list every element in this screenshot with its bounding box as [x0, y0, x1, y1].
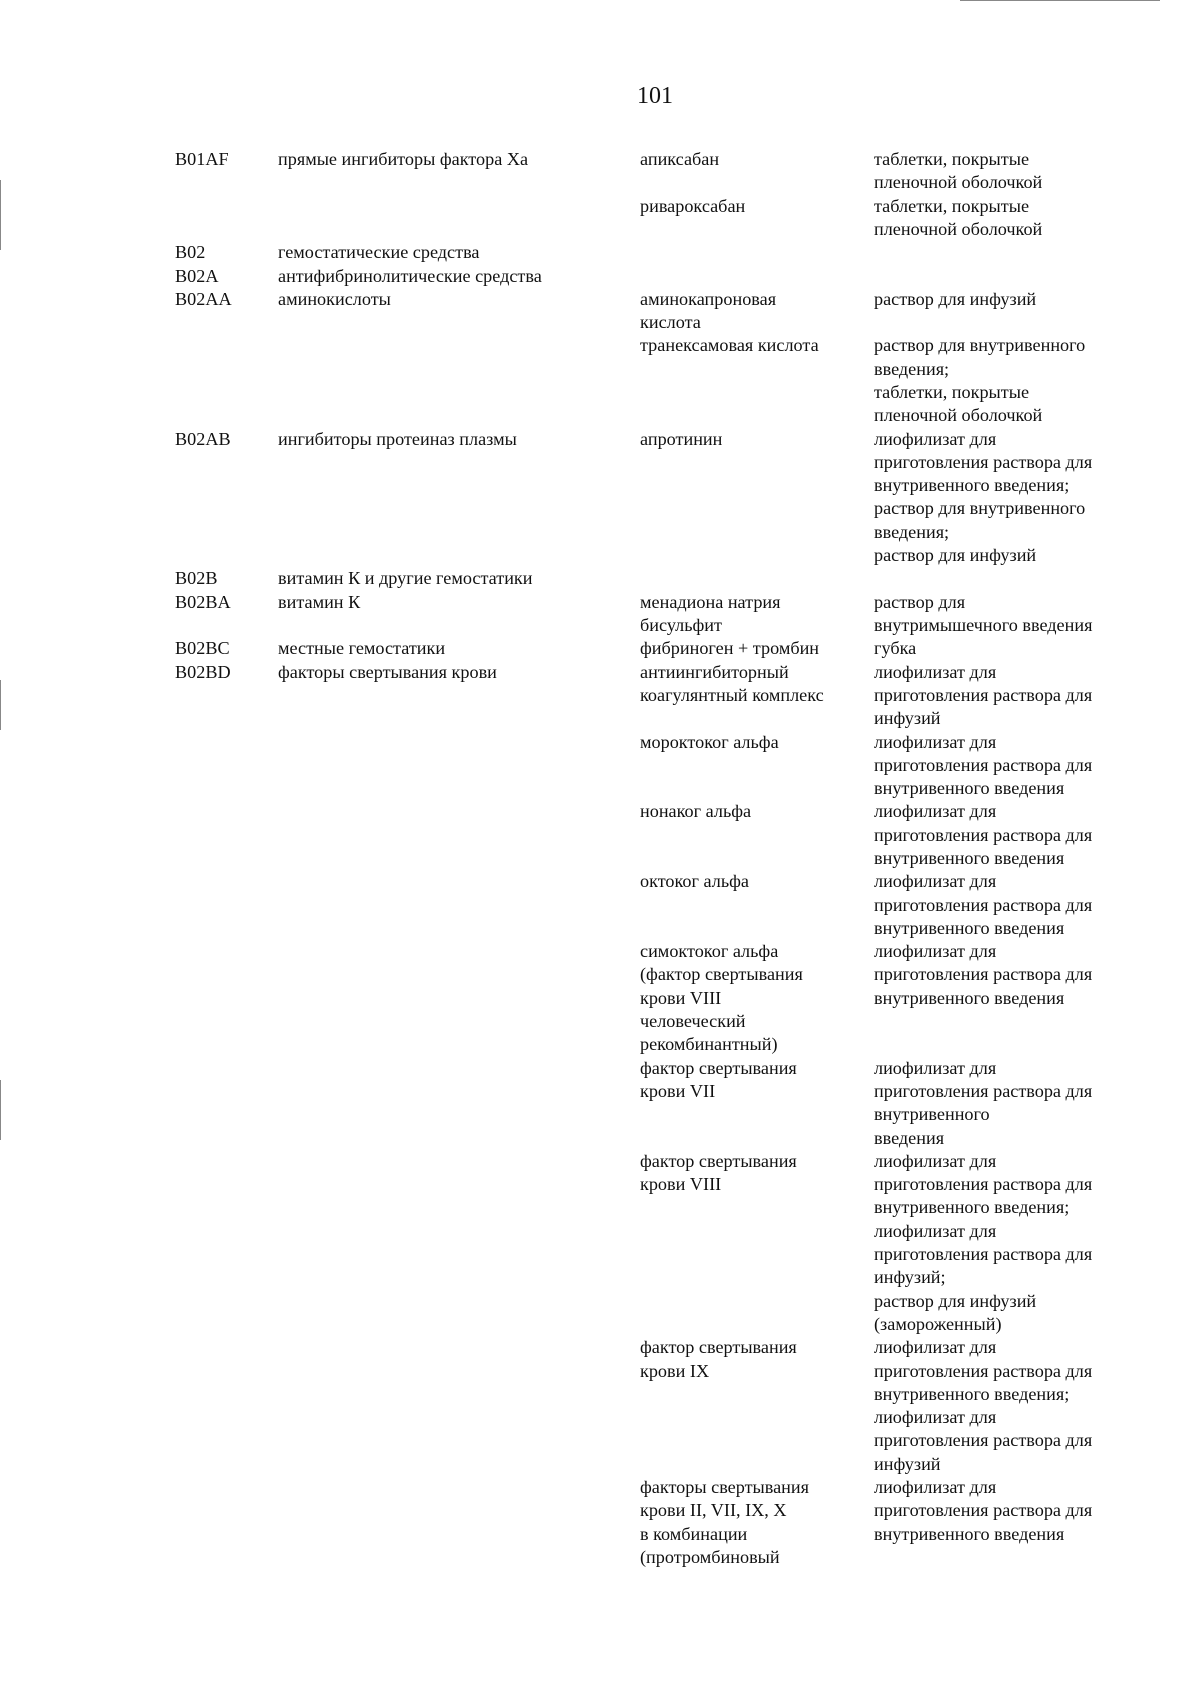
atc-code: B02BC: [175, 638, 230, 659]
dosage-form-line: приготовления раствора для: [874, 1430, 1093, 1451]
dosage-form-line: таблетки, покрытые: [874, 195, 1030, 216]
dosage-form-line: внутривенного: [874, 1104, 990, 1125]
dosage-form-line: лиофилизат для: [874, 1337, 997, 1358]
dosage-form-line: таблетки, покрытые: [874, 381, 1030, 402]
drug-name-line: аминокапроновая: [640, 288, 777, 309]
dosage-form-line: введения;: [874, 358, 950, 379]
atc-code: B02BA: [175, 591, 231, 612]
dosage-form: [874, 428, 1092, 568]
dosage-form-line: инфузий: [874, 1453, 941, 1474]
dosage-form-line: губка: [874, 638, 917, 659]
drug-name-line: октоког альфа: [640, 871, 749, 892]
dosage-form-line: инфузий;: [874, 1267, 946, 1288]
atc-code: B02AB: [175, 428, 231, 449]
dosage-form-line: внутривенного введения: [874, 847, 1065, 868]
drug-name: [640, 1057, 797, 1104]
dosage-form: [874, 148, 1042, 195]
dosage-form-line: лиофилизат для: [874, 801, 997, 822]
dosage-form: [874, 731, 1092, 801]
atc-code: B01AF: [175, 149, 229, 169]
dosage-form-line: раствор для инфузий: [874, 545, 1037, 566]
page-number: 101: [637, 83, 673, 109]
drug-name: [640, 1150, 797, 1197]
atc-group-name: гемостатические средства: [278, 242, 480, 263]
atc-code: B02B: [175, 568, 218, 589]
atc-code: B02A: [175, 265, 219, 286]
scan-edge-mark: [0, 680, 1, 730]
dosage-form-line: приготовления раствора для: [874, 1360, 1093, 1381]
dosage-form-line: таблетки, покрытые: [874, 149, 1030, 169]
atc-group-name: ингибиторы протеиназ плазмы: [278, 428, 517, 449]
dosage-form-line: раствор для инфузий: [874, 288, 1037, 309]
dosage-form-line: введения;: [874, 521, 950, 542]
dosage-form-line: раствор для инфузий: [874, 1290, 1037, 1311]
dosage-form-line: приготовления раствора для: [874, 1080, 1093, 1101]
dosage-form-line: инфузий: [874, 708, 941, 729]
dosage-form: [874, 1476, 1092, 1546]
atc-group-name: витамин К: [278, 591, 361, 612]
drug-name-line: рекомбинантный): [640, 1034, 778, 1055]
dosage-form: [874, 1057, 1092, 1150]
dosage-form-line: лиофилизат для: [874, 661, 997, 682]
dosage-form-line: лиофилизат для: [874, 1477, 997, 1498]
drug-name: [640, 1476, 809, 1569]
dosage-form-line: приготовления раствора для: [874, 754, 1093, 775]
drug-name: [640, 288, 776, 335]
drug-name-line: фибриноген + тромбин: [640, 638, 820, 659]
dosage-form-line: приготовления раствора для: [874, 1174, 1093, 1195]
dosage-form-line: лиофилизат для: [874, 1150, 997, 1171]
dosage-form-line: пленочной оболочкой: [874, 218, 1043, 239]
atc-group-name: прямые ингибиторы фактора Xa: [278, 149, 529, 169]
drug-name-line: крови IX: [640, 1360, 710, 1381]
drug-name-line: коагулянтный комплекс: [640, 684, 824, 705]
dosage-form: [874, 870, 1092, 940]
drug-name: [640, 591, 781, 638]
dosage-form-line: лиофилизат для: [874, 1057, 997, 1078]
drug-name-line: крови VIII: [640, 1174, 722, 1195]
drug-name-line: апротинин: [640, 428, 723, 449]
dosage-form-line: приготовления раствора для: [874, 1500, 1093, 1521]
drug-name: [640, 940, 803, 1056]
dosage-form: [874, 800, 1092, 870]
drug-name: [640, 428, 722, 451]
drug-name: [640, 731, 779, 754]
atc-code: B02BD: [175, 661, 231, 682]
drug-name: [640, 334, 819, 357]
dosage-form-line: введения: [874, 1127, 945, 1148]
dosage-form-line: лиофилизат для: [874, 1407, 997, 1428]
atc-group-name: витамин К и другие гемостатики: [278, 568, 533, 589]
dosage-form-line: раствор для внутривенного: [874, 498, 1086, 519]
dosage-form: [874, 334, 1085, 427]
dosage-form-line: внутривенного введения;: [874, 1383, 1070, 1404]
dosage-form-line: лиофилизат для: [874, 871, 997, 892]
dosage-form-line: лиофилизат для: [874, 1220, 997, 1241]
drug-name-line: человеческий: [640, 1011, 746, 1032]
atc-code: B02: [175, 242, 206, 263]
dosage-form: [874, 637, 916, 660]
dosage-form-line: лиофилизат для: [874, 941, 997, 962]
drug-name-line: (протромбиновый: [640, 1546, 780, 1567]
dosage-form-line: внутривенного введения;: [874, 1197, 1070, 1218]
atc-group-name: факторы свертывания крови: [278, 661, 497, 682]
drug-name: [640, 637, 819, 660]
atc-group-name: аминокислоты: [278, 288, 391, 309]
dosage-form: [874, 1150, 1092, 1336]
drug-name-line: ривароксабан: [640, 195, 746, 216]
dosage-form-line: внутримышечного введения: [874, 614, 1093, 635]
drug-name-line: апиксабан: [640, 149, 720, 169]
dosage-form: [874, 1336, 1092, 1476]
dosage-form-line: приготовления раствора для: [874, 824, 1093, 845]
dosage-form-line: внутривенного введения: [874, 987, 1065, 1008]
drug-name: [640, 661, 824, 708]
dosage-form-line: приготовления раствора для: [874, 964, 1093, 985]
drug-name-line: бисульфит: [640, 614, 722, 635]
dosage-form-line: раствор для: [874, 591, 966, 612]
drug-name: [640, 195, 745, 218]
drug-name-line: нонаког альфа: [640, 801, 752, 822]
dosage-form-line: пленочной оболочкой: [874, 172, 1043, 193]
dosage-form-line: лиофилизат для: [874, 428, 997, 449]
drug-name-line: кислота: [640, 312, 701, 333]
drug-name-line: крови VIII: [640, 987, 722, 1008]
dosage-form: [874, 940, 1092, 1010]
dosage-form-line: приготовления раствора для: [874, 451, 1093, 472]
drug-name: [640, 148, 719, 171]
drug-name-line: в комбинации: [640, 1523, 748, 1544]
dosage-form: [874, 195, 1042, 242]
scan-edge-mark: [0, 180, 1, 250]
dosage-form-line: внутривенного введения: [874, 778, 1065, 799]
dosage-form-line: приготовления раствора для: [874, 894, 1093, 915]
dosage-form-line: раствор для внутривенного: [874, 335, 1086, 356]
dosage-form-line: лиофилизат для: [874, 731, 997, 752]
dosage-form-line: внутривенного введения: [874, 917, 1065, 938]
scan-edge-mark: [0, 1080, 1, 1140]
dosage-form: [874, 591, 1092, 638]
atc-group-name: местные гемостатики: [278, 638, 446, 659]
drug-name-line: транексамовая кислота: [640, 335, 819, 356]
drug-name: [640, 800, 751, 823]
scan-top-line: [960, 0, 1160, 1]
drug-name-line: антиингибиторный: [640, 661, 789, 682]
drug-name-line: крови II, VII, IX, X: [640, 1500, 787, 1521]
dosage-form-line: внутривенного введения: [874, 1523, 1065, 1544]
dosage-form-line: (замороженный): [874, 1313, 1002, 1334]
drug-name: [640, 870, 749, 893]
drug-name-line: менадиона натрия: [640, 591, 781, 612]
drug-name-line: фактор свертывания: [640, 1057, 797, 1078]
drug-name-line: (фактор свертывания: [640, 964, 803, 985]
atc-group-name: антифибринолитические средства: [278, 265, 542, 286]
drug-name-line: симоктоког альфа: [640, 941, 779, 962]
drug-name-line: мороктоког альфа: [640, 731, 779, 752]
dosage-form-line: приготовления раствора для: [874, 1244, 1093, 1265]
drug-name-line: фактор свертывания: [640, 1150, 797, 1171]
dosage-form: [874, 661, 1092, 731]
drug-name-line: факторы свертывания: [640, 1477, 810, 1498]
drug-name-line: фактор свертывания: [640, 1337, 797, 1358]
dosage-form-line: внутривенного введения;: [874, 475, 1070, 496]
dosage-form: [874, 288, 1036, 311]
drug-name: [640, 1336, 797, 1383]
atc-code: B02AA: [175, 288, 232, 309]
dosage-form-line: пленочной оболочкой: [874, 405, 1043, 426]
drug-name-line: крови VII: [640, 1080, 716, 1101]
dosage-form-line: приготовления раствора для: [874, 684, 1093, 705]
